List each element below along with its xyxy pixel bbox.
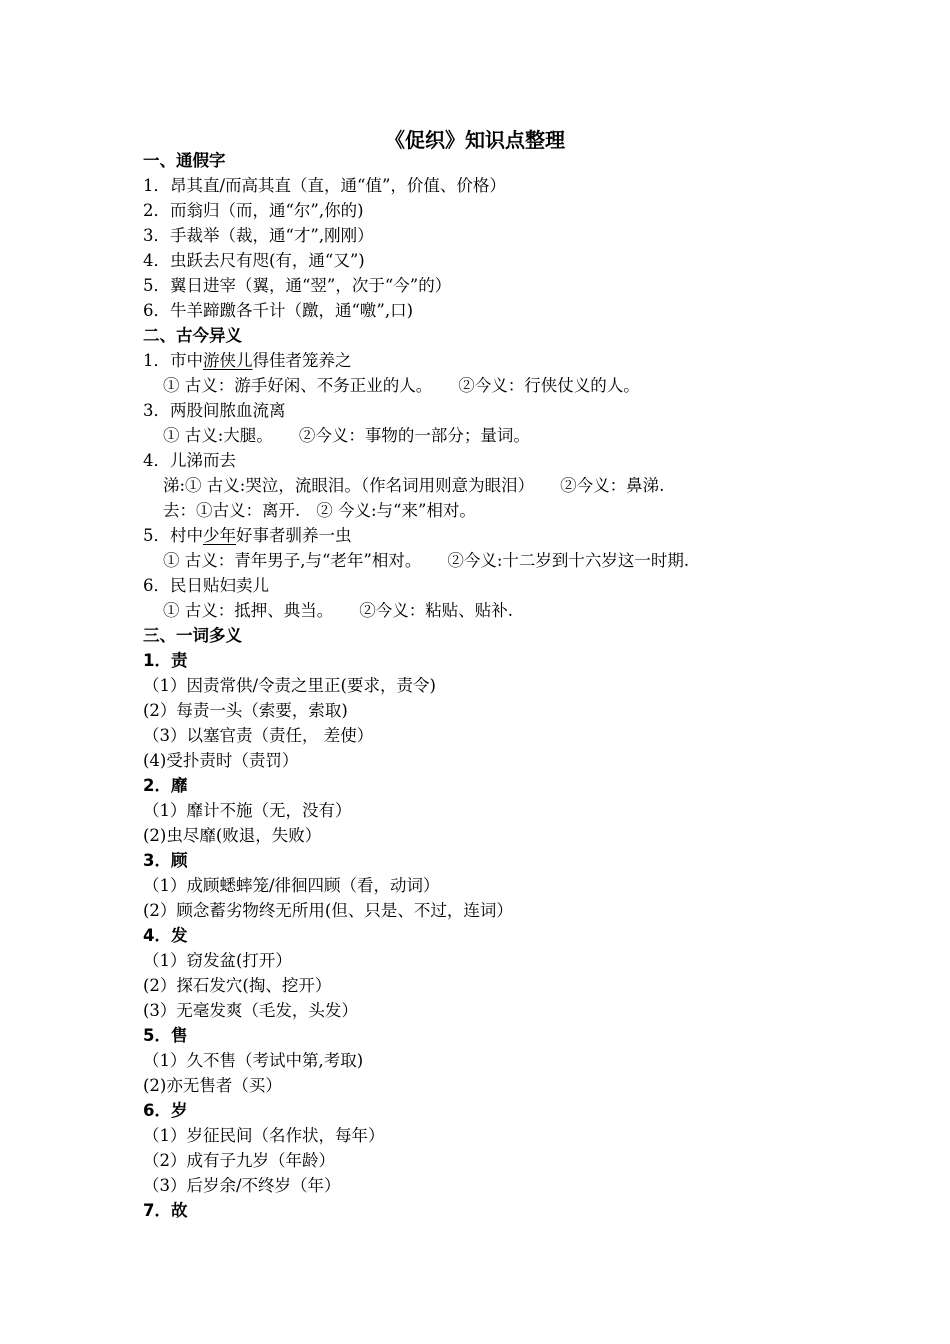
list-item: (2)亦无售者（买） [143, 1076, 282, 1095]
section-heading-tongjiazi: 一、通假字 [143, 151, 226, 170]
list-item: 4．虫跃去尺有咫(有，通“又”) [143, 251, 365, 270]
example-sentence: 3．两股间脓血流离 [143, 401, 286, 420]
underlined-word: 少年 [203, 526, 236, 545]
list-item: （1）久不售（考试中第,考取) [143, 1051, 364, 1070]
list-item: （1）岁征民间（名作状，每年） [143, 1126, 385, 1145]
modern-meaning: ②今义：事物的一部分；量词。 [298, 426, 530, 445]
modern-meaning: ②今义：粘贴、贴补. [359, 601, 513, 620]
list-item: （3）以塞官责（责任， 差使） [143, 726, 374, 745]
example-sentence [143, 348, 843, 373]
modern-meaning: ②今义:十二岁到十六岁这一时期. [447, 551, 690, 570]
meaning-line [143, 423, 843, 448]
meaning-line [143, 473, 843, 498]
section-heading-gujin-yiyi: 二、古今异义 [143, 326, 242, 345]
example-sentence [143, 523, 843, 548]
list-item: (2）顾念蓄劣物终无所用(但、只是、不过，连词） [143, 901, 513, 920]
modern-meaning: ②今义：行侠仗义的人。 [458, 376, 640, 395]
word-heading: 4．发 [143, 926, 188, 945]
list-item: (3）无毫发爽（毛发，头发） [143, 1001, 358, 1020]
list-item: (2)虫尽靡(败退，失败） [143, 826, 322, 845]
word-heading: 7．故 [143, 1201, 188, 1220]
meaning-line [143, 498, 843, 523]
word-heading: 6．岁 [143, 1101, 188, 1120]
document-body [143, 148, 843, 1223]
word-heading: 5．售 [143, 1026, 188, 1045]
list-item: 3．手裁举（裁，通“才”,刚刚） [143, 226, 374, 245]
list-item: 2．而翁归（而，通“尔”,你的) [143, 201, 364, 220]
sentence-text: 得佳者笼养之 [252, 351, 352, 370]
list-item: （1）靡计不施（无，没有） [143, 801, 352, 820]
word-heading: 1．责 [143, 651, 188, 670]
ancient-meaning: ① 古义：青年男子,与“老年”相对。 [163, 551, 422, 570]
section-heading-yici-duoyi: 三、一词多义 [143, 626, 242, 645]
ancient-meaning: ① 古义：抵押、典当。 [163, 601, 334, 620]
meaning-line [143, 373, 843, 398]
list-item: （1）成顾蟋蟀笼/徘徊四顾（看，动词） [143, 876, 440, 895]
list-item: （3）后岁余/不终岁（年） [143, 1176, 341, 1195]
list-item: （1）窃发盆(打开） [143, 951, 292, 970]
meaning-line [143, 598, 843, 623]
sentence-text: 好事者驯养一虫 [236, 526, 352, 545]
word-heading: 2．靡 [143, 776, 188, 795]
ancient-meaning: ① 古义:大腿。 [163, 426, 273, 445]
modern-meaning: ②今义：鼻涕. [560, 476, 665, 495]
sentence-text: 5．村中 [143, 526, 203, 545]
list-item: （2）成有子九岁（年龄） [143, 1151, 335, 1170]
ancient-meaning: ① 古义：游手好闲、不务正业的人。 [163, 376, 433, 395]
word-heading: 3．顾 [143, 851, 188, 870]
example-sentence: 6．民日贴妇卖儿 [143, 576, 269, 595]
list-item: 5．翼日进宰（翼，通“翌”，次于“今”的） [143, 276, 452, 295]
page-title: 《促织》知识点整理 [385, 128, 565, 152]
list-item: （1）因责常供/令责之里正(要求，责令) [143, 676, 436, 695]
ancient-meaning: 涕:① 古义:哭泣，流眼泪。（作名词用则意为眼泪） [163, 476, 535, 495]
list-item: (2）每责一头（索要，索取) [143, 701, 348, 720]
ancient-meaning: 去：①古义：离开. [163, 501, 301, 520]
underlined-word: 游侠儿 [203, 351, 253, 370]
sentence-text: 1．市中 [143, 351, 203, 370]
modern-meaning: ② 今义:与“来”相对。 [316, 501, 476, 520]
example-sentence: 4．儿涕而去 [143, 451, 236, 470]
list-item: 1．昂其直/而高其直（直，通“值”，价值、价格） [143, 176, 506, 195]
meaning-line [143, 548, 843, 573]
list-item: (4)受扑责时（责罚） [143, 751, 299, 770]
list-item: (2）探石发穴(掏、挖开） [143, 976, 332, 995]
list-item: 6．牛羊蹄躈各千计（躈，通“噭”,口) [143, 301, 414, 320]
